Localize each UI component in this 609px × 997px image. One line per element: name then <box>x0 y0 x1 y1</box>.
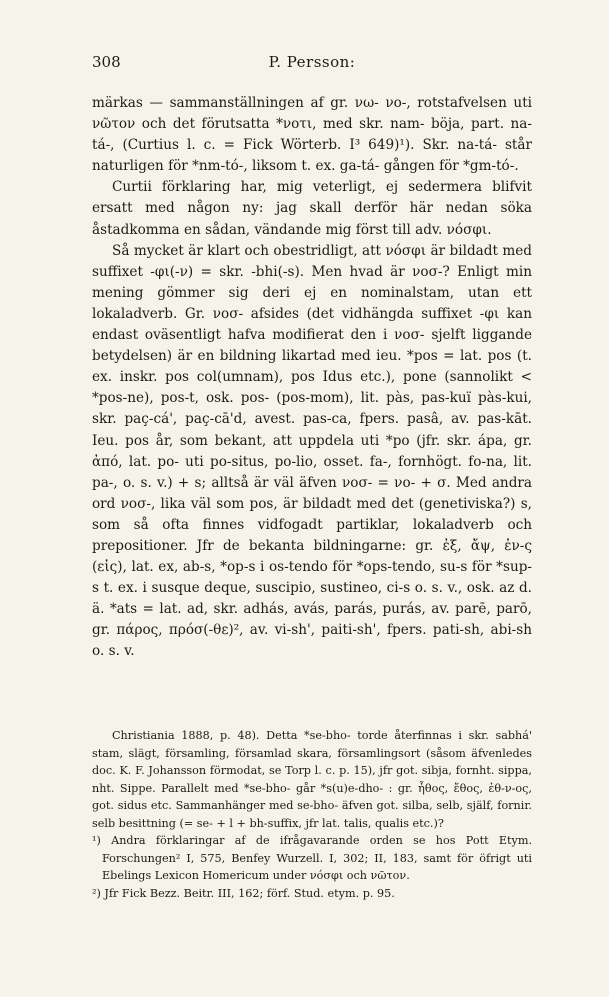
running-title: P. Persson: <box>268 53 356 71</box>
page-number: 308 <box>92 53 121 71</box>
main-text <box>92 93 532 663</box>
paragraph: märkas — sammanställningen af gr. νω- νο-, rotstafvelsen uti νῶτον och det förutsatta *νοτι, med skr. nam- böja, part. na-tá-, (Curtius l. c. = Fick Wörterb. I³ 649)¹). Skr. na-tá- står naturligen för *nm-tó-, liksom t. ex. ga-tá- gången för *gm-tó-. <box>92 95 532 175</box>
footnote-1: ¹) Andra förklaringar af de ifrågavarande orden se hos Pott Etym. Forschungen² I, 575, Benfey Wurzell. I, 302; II, 183, samt för öfrigt uti Ebelings Lexicon Homericum under νόσφι och νῶτον. <box>92 834 532 882</box>
paragraph: Curtii förklaring har, mig veterligt, ej sedermera blifvit ersatt med någon ny: jag skall derför här nedan söka åstadkomma en sådan, vändande mig först till adv. νόσφι. <box>92 179 532 238</box>
footnotes <box>92 727 532 902</box>
footnote-continued: Christiania 1888, p. 48). Detta *se-bho- torde återfinnas i skr. sabhá' stam, slägt, församling, församlad skara, församlingsort (såsom äfvenledes doc. K. F. Johansson förmodat, se Torp l. c. p. 15), jfr got. sibja, fornht. sippa, nht. Sippe. Parallelt med *se-bho- går *s(u)e-dho- : gr. ἦθος, ἔθος, ἐθ-ν-ος, got. sidus etc. Sammanhänger med se-bho- äfven got. silba, selb, själf, fornir. selb besittning (= se- + l + bh-suffix, jfr lat. talis, qualis etc.)? <box>92 729 532 830</box>
paragraph: Så mycket är klart och obestridligt, att νόσφι är bildadt med suffixet -φι(-ν) = skr. -bhi(-s). Men hvad är νοσ-? Enligt min mening gömmer sig deri ej en nominalstam, utan ett lokaladverb. Gr. νοσ- afsides (det vidhängda suffixet -φι kan endast oväsentligt hafva modifierat den i νοσ- sjelft liggande betydelsen) är en bildning likartad med ieu. *pos = lat. pos (t. ex. inskr. pos col(umnam), pos Idus etc.), pone (sannolikt < *pos-ne), pos-t, osk. pos- (pos-mom), lit. pàs, pas-kuï pàs-kui, skr. paç-cá', paç-cā'd, avest. pas-ca, fpers. pasâ, av. pas-kāt. Ieu. pos år, som bekant, att uppdela uti *po (jfr. skr. ápa, gr. ἀπό, lat. po- uti po-situs, po-lio, osset. fa-, fornhögt. fo-na, lit. pa-, o. s. v.) + s; alltså är väl äfven νοσ- = νο- + σ. Med andra ord νοσ-, lika väl som pos, är bildadt med det (genetiviska?) s, som så ofta finnes vidfogadt partiklar, lokaladverb och prepositioner. Jfr de bekanta bildningarne: gr. ἐξ, ἄψ, ἐν-ς (εἰς), lat. ex, ab-s, *op-s i os-tendo för *ops-tendo, su-s för *sup-s t. ex. i susque deque, suscipio, sustineo, ci-s o. s. v., osk. az d. ä. *ats = lat. ad, skr. adhás, avás, parás, purás, av. parē, parō, gr. πάρος, πρόσ(-θε)², av. vi-sh', paiti-sh', fpers. pati-sh, abi-sh o. s. v. <box>92 242 532 660</box>
footnote-2: ²) Jfr Fick Bezz. Beitr. III, 162; förf. Stud. etym. p. 95. <box>92 886 395 900</box>
